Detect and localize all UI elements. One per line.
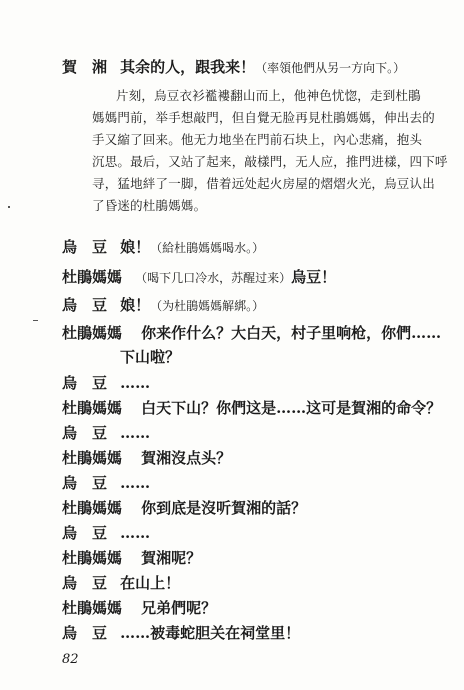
script-line xyxy=(62,447,231,468)
stage-line: 手又縮了回来。他无力地坐在門前石块上，內心悲痛，抱头 xyxy=(92,132,423,147)
stage-direction: （給杜鵑媽媽喝水。） xyxy=(150,241,265,255)
dialogue-text: …… xyxy=(120,374,151,392)
speaker-name: 杜鵑媽媽 xyxy=(62,399,123,417)
speaker-name: 杜鵑媽媽 xyxy=(62,324,123,342)
dialogue-text: 你到底是沒听賀湘的話？ xyxy=(141,499,307,517)
speaker-name: 杜鵑媽媽 xyxy=(62,499,123,517)
speaker-name: 杜鵑媽媽 xyxy=(62,268,123,286)
script-line xyxy=(62,236,264,257)
script-line xyxy=(62,572,180,593)
script-line xyxy=(62,372,150,393)
speaker-name: 烏 豆 xyxy=(62,374,108,392)
stage-direction: （为杜鵑媽媽解綁。） xyxy=(150,299,265,313)
script-line xyxy=(62,597,216,618)
speaker-name: 賀 湘 xyxy=(62,58,108,76)
dialogue-text: 你来作什么？大白天，村子里响枪，你們…… xyxy=(141,324,442,342)
scan-speck xyxy=(33,320,38,321)
script-line xyxy=(62,622,300,643)
dialogue-text: 烏豆！ xyxy=(291,268,337,286)
dialogue-text: ……被毒蛇胆关在祠堂里！ xyxy=(120,624,301,642)
script-line xyxy=(62,422,150,443)
stage-line: 了昏迷的杜鵑媽媽。 xyxy=(92,198,207,213)
speaker-name: 烏 豆 xyxy=(62,574,108,592)
dialogue-text: …… xyxy=(120,474,151,492)
script-line xyxy=(62,266,336,287)
dialogue-text: 娘！ xyxy=(120,296,151,314)
stage-line: 寻，猛地絆了一脚，借着远处起火房屋的熠熠火光，烏豆认出 xyxy=(92,176,435,191)
speaker-name: 烏 豆 xyxy=(62,296,108,314)
stage-line: 片刻，烏豆衣衫襤褸翻山而上，他神色忧惚，走到杜鵑 xyxy=(116,88,421,103)
speaker-name: 烏 豆 xyxy=(62,238,108,256)
speaker-name: 烏 豆 xyxy=(62,474,108,492)
speaker-name: 烏 豆 xyxy=(62,524,108,542)
stage-line: 媽媽門前，举手想敲門，但自覺无脸再見杜鵑媽媽，伸出去的 xyxy=(92,110,435,125)
page-number: 82 xyxy=(62,652,79,667)
dialogue-text: 賀湘呢？ xyxy=(141,549,202,567)
speaker-name: 杜鵑媽媽 xyxy=(62,599,123,617)
dialogue-text: …… xyxy=(120,424,151,442)
script-line xyxy=(62,472,150,493)
stage-direction: （喝下几口冷水，苏醒过来） xyxy=(135,271,292,285)
speaker-name: 烏 豆 xyxy=(62,624,108,642)
script-line xyxy=(62,397,441,418)
scan-speck xyxy=(8,206,10,208)
speaker-name: 杜鵑媽媽 xyxy=(62,549,123,567)
script-line xyxy=(62,322,441,343)
script-line xyxy=(62,294,264,315)
stage-direction: （率領他們从另一方向下。） xyxy=(255,61,406,75)
speaker-name: 烏 豆 xyxy=(62,424,108,442)
script-line xyxy=(62,547,201,568)
dialogue-text: 其余的人，跟我来！ xyxy=(120,58,256,76)
dialogue-text: …… xyxy=(120,524,151,542)
dialogue-text: 在山上！ xyxy=(120,574,181,592)
speaker-name: 杜鵑媽媽 xyxy=(62,449,123,467)
dialogue-text: 兄弟們呢？ xyxy=(141,599,217,617)
dialogue-continuation: 下山啦？ xyxy=(120,348,181,366)
script-line xyxy=(62,497,306,518)
dialogue-text: 賀湘沒点头？ xyxy=(141,449,232,467)
script-line xyxy=(62,522,150,543)
dialogue-text: 白天下山？你們这是……这可是賀湘的命令？ xyxy=(141,399,442,417)
dialogue-text: 娘！ xyxy=(120,238,151,256)
script-line xyxy=(62,56,405,77)
stage-line: 沉思。最后，又站了起来，敲樣門，无人应，推門进樣，四下呼 xyxy=(92,154,448,169)
